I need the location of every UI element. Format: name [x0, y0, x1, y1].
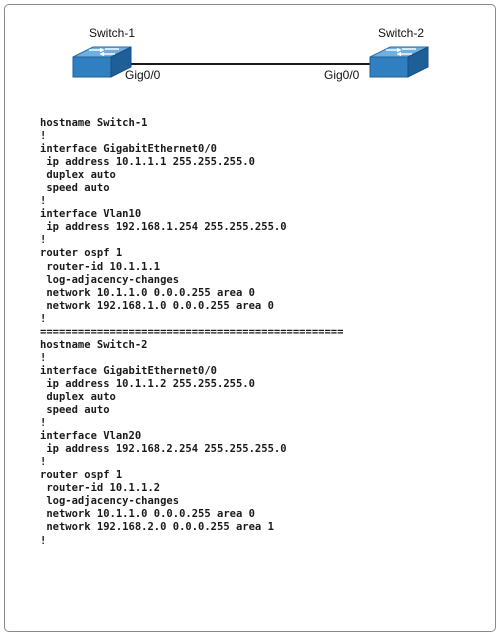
- config-line: network 192.168.1.0 0.0.0.255 area 0: [40, 299, 274, 312]
- config-listing: [40, 117, 343, 548]
- config-line: ip address 10.1.1.1 255.255.255.0: [40, 156, 255, 169]
- config-line: speed auto: [40, 404, 110, 417]
- config-line: !: [40, 456, 47, 469]
- config-line: hostname Switch-2: [40, 338, 148, 351]
- config-line: ================================================: [40, 325, 344, 338]
- config-line: duplex auto: [40, 169, 116, 182]
- config-line: !: [40, 312, 47, 325]
- config-line: duplex auto: [40, 390, 116, 403]
- config-line: ip address 10.1.1.2 255.255.255.0: [40, 377, 255, 390]
- config-line: interface GigabitEthernet0/0: [40, 364, 218, 377]
- switch-1-icon: [71, 45, 133, 81]
- config-line: log-adjacency-changes: [40, 495, 180, 508]
- config-line: network 192.168.2.0 0.0.0.255 area 1: [40, 521, 274, 534]
- config-line: hostname Switch-1: [40, 117, 148, 129]
- switch-1-label: Switch-1: [89, 26, 136, 40]
- config-line: interface GigabitEthernet0/0: [40, 143, 218, 156]
- config-line: ip address 192.168.1.254 255.255.255.0: [40, 221, 287, 234]
- config-line: router ospf 1: [40, 247, 123, 260]
- switch-2-port-label: Gig0/0: [324, 68, 360, 82]
- config-line: router-id 10.1.1.2: [40, 482, 161, 495]
- config-line: !: [40, 130, 47, 143]
- config-line: !: [40, 195, 47, 208]
- figure-frame: [4, 4, 496, 632]
- config-line: !: [40, 351, 47, 364]
- switch-2-label: Switch-2: [378, 26, 425, 40]
- config-line: interface Vlan20: [40, 430, 142, 443]
- config-line: router-id 10.1.1.1: [40, 260, 161, 273]
- config-line: !: [40, 234, 47, 247]
- config-line: interface Vlan10: [40, 208, 142, 221]
- config-line: speed auto: [40, 182, 110, 195]
- config-line: !: [40, 534, 47, 547]
- config-line: network 10.1.1.0 0.0.0.255 area 0: [40, 508, 255, 521]
- config-line: router ospf 1: [40, 469, 123, 482]
- config-line: ip address 192.168.2.254 255.255.255.0: [40, 443, 287, 456]
- switch-1-port-label: Gig0/0: [125, 68, 161, 82]
- switch-2-icon: [368, 45, 430, 81]
- config-line: !: [40, 417, 47, 430]
- config-line: network 10.1.1.0 0.0.0.255 area 0: [40, 286, 255, 299]
- config-line: log-adjacency-changes: [40, 273, 180, 286]
